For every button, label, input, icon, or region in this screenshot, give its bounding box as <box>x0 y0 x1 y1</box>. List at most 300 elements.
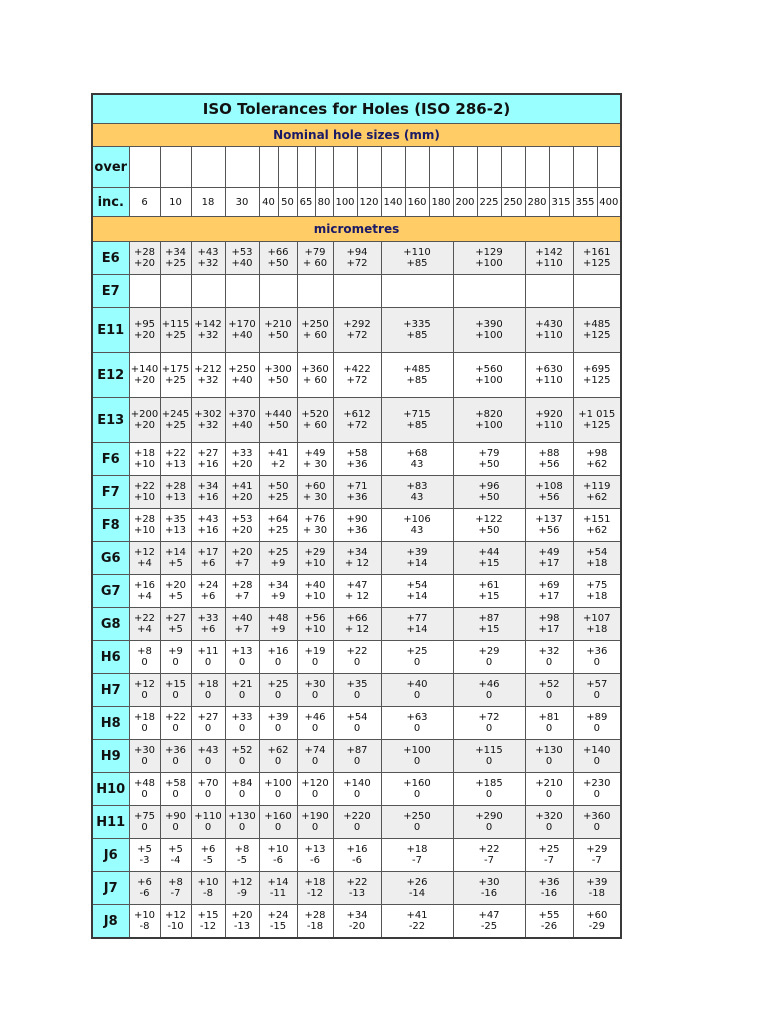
tolerance-cell <box>129 806 160 839</box>
lower-deviation: + 30 <box>302 459 328 470</box>
upper-deviation: +160 <box>264 811 292 822</box>
inc-size-cell: 50 <box>278 188 297 217</box>
tolerance-cell <box>333 353 381 398</box>
upper-deviation: +22 <box>346 877 368 888</box>
over-cell <box>429 147 453 188</box>
tolerance-cell <box>191 476 225 509</box>
tolerance-cell <box>381 353 453 398</box>
tolerance-cell <box>191 839 225 872</box>
lower-deviation: -12 <box>199 921 217 932</box>
tolerance-cell <box>453 608 525 641</box>
upper-deviation: +44 <box>478 547 500 558</box>
tolerance-cell <box>259 674 297 707</box>
upper-deviation: +98 <box>538 613 560 624</box>
upper-deviation: +190 <box>301 811 329 822</box>
upper-deviation: +25 <box>538 844 560 855</box>
lower-deviation: 0 <box>485 789 493 800</box>
lower-deviation: 0 <box>413 756 421 767</box>
upper-deviation: +35 <box>164 514 187 525</box>
upper-deviation: +100 <box>403 745 431 756</box>
upper-deviation: +175 <box>161 364 190 375</box>
over-cell <box>160 147 191 188</box>
upper-deviation: +29 <box>478 646 500 657</box>
lower-deviation: 0 <box>274 657 282 668</box>
upper-deviation: +75 <box>586 580 608 591</box>
tolerance-cell <box>381 707 453 740</box>
tolerance-cell <box>259 773 297 806</box>
upper-deviation: +43 <box>197 514 219 525</box>
upper-deviation: +302 <box>194 409 222 420</box>
tolerance-cell <box>160 509 191 542</box>
lower-deviation: 0 <box>172 723 179 734</box>
tolerance-cell <box>573 608 621 641</box>
upper-deviation: +22 <box>133 481 156 492</box>
tolerance-cell <box>259 353 297 398</box>
tolerance-row <box>92 398 621 443</box>
tolerance-cell <box>297 773 333 806</box>
tolerance-row <box>92 806 621 839</box>
lower-deviation: + 12 <box>344 591 370 602</box>
lower-deviation: +56 <box>538 492 560 503</box>
lower-deviation: +4 <box>137 558 152 569</box>
tolerance-cell <box>333 242 381 275</box>
tolerance-cell <box>525 476 573 509</box>
tolerance-cell <box>297 608 333 641</box>
lower-deviation: +20 <box>231 525 253 536</box>
lower-deviation: 0 <box>172 690 179 701</box>
upper-deviation: +54 <box>346 712 368 723</box>
lower-deviation: +14 <box>406 558 428 569</box>
upper-deviation: +151 <box>583 514 611 525</box>
tolerance-cell <box>573 353 621 398</box>
upper-deviation: +62 <box>267 745 289 756</box>
upper-deviation: +9 <box>168 646 183 657</box>
tolerance-cell <box>191 773 225 806</box>
lower-deviation: 0 <box>311 756 319 767</box>
tolerance-cell <box>225 641 259 674</box>
upper-deviation: +18 <box>133 448 156 459</box>
upper-deviation: +79 <box>478 448 500 459</box>
lower-deviation: 43 <box>410 525 424 536</box>
lower-deviation: -15 <box>269 921 287 932</box>
lower-deviation: +125 <box>583 375 611 386</box>
tolerance-cell <box>525 242 573 275</box>
tolerance-cell <box>297 641 333 674</box>
upper-deviation: +17 <box>197 547 219 558</box>
tolerance-row <box>92 773 621 806</box>
lower-deviation: 0 <box>353 723 361 734</box>
upper-deviation: +49 <box>304 448 326 459</box>
inc-size-cell: 400 <box>597 188 621 217</box>
grade-label: H7 <box>92 674 129 707</box>
tolerance-row <box>92 674 621 707</box>
lower-deviation: +9 <box>270 591 286 602</box>
lower-deviation: +15 <box>478 624 500 635</box>
tolerance-cell <box>259 575 297 608</box>
upper-deviation: +142 <box>194 319 222 330</box>
lower-deviation: 0 <box>204 723 212 734</box>
over-cell <box>549 147 573 188</box>
upper-deviation: +90 <box>346 514 368 525</box>
lower-deviation: +5 <box>168 624 183 635</box>
tolerance-cell <box>191 398 225 443</box>
lower-deviation: 0 <box>238 756 246 767</box>
upper-deviation: +68 <box>406 448 428 459</box>
upper-deviation: +14 <box>164 547 187 558</box>
lower-deviation: 0 <box>141 789 148 800</box>
lower-deviation: +110 <box>535 330 563 341</box>
lower-deviation: +32 <box>197 375 219 386</box>
lower-deviation: -7 <box>484 855 494 866</box>
lower-deviation: 0 <box>172 657 179 668</box>
upper-deviation: +18 <box>197 679 219 690</box>
tolerance-cell <box>160 575 191 608</box>
lower-deviation: 0 <box>204 657 212 668</box>
lower-deviation: +50 <box>478 492 500 503</box>
lower-deviation: -3 <box>139 855 150 866</box>
lower-deviation: 0 <box>593 822 600 833</box>
upper-deviation: +79 <box>304 247 326 258</box>
upper-deviation: +245 <box>161 409 190 420</box>
upper-deviation: +71 <box>346 481 368 492</box>
tolerance-cell <box>225 275 259 308</box>
grade-label: J7 <box>92 872 129 905</box>
lower-deviation: -9 <box>237 888 247 899</box>
tolerance-cell <box>381 608 453 641</box>
tolerance-cell <box>191 308 225 353</box>
tolerance-cell <box>453 773 525 806</box>
upper-deviation: +27 <box>164 613 187 624</box>
upper-deviation: +89 <box>586 712 608 723</box>
lower-deviation: +110 <box>535 375 563 386</box>
lower-deviation: 0 <box>353 756 361 767</box>
upper-deviation: +34 <box>197 481 219 492</box>
lower-deviation: +110 <box>535 420 563 431</box>
tolerance-cell <box>525 542 573 575</box>
upper-deviation: +34 <box>267 580 289 591</box>
tolerance-cell <box>160 773 191 806</box>
over-cell <box>501 147 525 188</box>
upper-deviation: +63 <box>406 712 428 723</box>
upper-deviation: +13 <box>231 646 253 657</box>
upper-deviation: +69 <box>538 580 560 591</box>
lower-deviation: +5 <box>168 591 183 602</box>
tolerance-cell <box>259 872 297 905</box>
tolerance-cell <box>225 509 259 542</box>
lower-deviation: +17 <box>538 558 560 569</box>
lower-deviation: -7 <box>170 888 181 899</box>
tolerance-cell <box>297 275 333 308</box>
lower-deviation: +7 <box>234 624 250 635</box>
upper-deviation: +39 <box>586 877 608 888</box>
upper-deviation: +21 <box>231 679 253 690</box>
inc-size-cell: 355 <box>573 188 597 217</box>
grade-label: H11 <box>92 806 129 839</box>
lower-deviation: +100 <box>475 330 503 341</box>
upper-deviation: +24 <box>267 910 289 921</box>
upper-deviation: +220 <box>343 811 371 822</box>
tolerance-cell <box>381 542 453 575</box>
tolerance-cell <box>381 308 453 353</box>
tolerance-cell <box>129 353 160 398</box>
over-cell <box>297 147 315 188</box>
tolerance-cell <box>259 641 297 674</box>
upper-deviation: +87 <box>478 613 500 624</box>
tolerance-cell <box>453 872 525 905</box>
lower-deviation: -12 <box>306 888 324 899</box>
tolerance-cell <box>259 608 297 641</box>
tolerance-cell <box>191 674 225 707</box>
lower-deviation: -8 <box>139 921 150 932</box>
lower-deviation: +18 <box>586 591 608 602</box>
lower-deviation: +17 <box>538 624 560 635</box>
lower-deviation: 0 <box>593 723 600 734</box>
upper-deviation: +200 <box>130 409 159 420</box>
upper-deviation: +22 <box>478 844 500 855</box>
lower-deviation: +14 <box>406 591 428 602</box>
tolerance-cell <box>191 443 225 476</box>
upper-deviation: +30 <box>133 745 156 756</box>
upper-deviation: +360 <box>301 364 329 375</box>
tolerance-cell <box>573 674 621 707</box>
upper-deviation: +370 <box>228 409 256 420</box>
lower-deviation: 0 <box>204 690 212 701</box>
tolerance-cell <box>160 476 191 509</box>
lower-deviation: 0 <box>274 822 282 833</box>
upper-deviation: +12 <box>231 877 253 888</box>
tolerance-cell <box>129 308 160 353</box>
tolerance-cell <box>191 542 225 575</box>
upper-deviation: +34 <box>346 910 368 921</box>
upper-deviation: +430 <box>535 319 563 330</box>
tolerance-row <box>92 275 621 308</box>
upper-deviation: +58 <box>346 448 368 459</box>
upper-deviation: +6 <box>137 877 152 888</box>
tolerance-row <box>92 242 621 275</box>
grade-label: E12 <box>92 353 129 398</box>
tolerance-cell <box>297 476 333 509</box>
upper-deviation: +185 <box>475 778 503 789</box>
tolerance-row <box>92 575 621 608</box>
upper-deviation: +695 <box>583 364 611 375</box>
grade-label: G8 <box>92 608 129 641</box>
lower-deviation: 0 <box>141 723 148 734</box>
tolerance-cell <box>453 575 525 608</box>
tolerance-cell <box>259 398 297 443</box>
tolerance-row <box>92 308 621 353</box>
tolerance-cell <box>259 443 297 476</box>
tolerance-cell <box>381 275 453 308</box>
tolerance-cell <box>525 443 573 476</box>
lower-deviation: +36 <box>346 459 368 470</box>
grade-label: H10 <box>92 773 129 806</box>
inc-row <box>92 188 621 217</box>
tolerance-cell <box>129 674 160 707</box>
lower-deviation: 0 <box>274 756 282 767</box>
tolerance-cell <box>453 674 525 707</box>
upper-deviation: +36 <box>586 646 608 657</box>
tolerance-cell <box>333 542 381 575</box>
upper-deviation: +27 <box>197 448 219 459</box>
tolerance-cell <box>225 476 259 509</box>
upper-deviation: +84 <box>231 778 253 789</box>
upper-deviation: +20 <box>231 547 253 558</box>
upper-deviation: +81 <box>538 712 560 723</box>
over-cell <box>333 147 357 188</box>
tolerance-cell <box>160 443 191 476</box>
lower-deviation: 0 <box>413 723 421 734</box>
tolerance-cell <box>333 575 381 608</box>
over-cell <box>573 147 597 188</box>
upper-deviation: +47 <box>346 580 368 591</box>
tolerance-row <box>92 542 621 575</box>
lower-deviation: +16 <box>197 492 219 503</box>
tolerance-row <box>92 872 621 905</box>
lower-deviation: +10 <box>304 591 326 602</box>
lower-deviation: 0 <box>485 756 493 767</box>
tolerance-cell <box>381 476 453 509</box>
upper-deviation: +630 <box>535 364 563 375</box>
over-cell <box>597 147 621 188</box>
tolerance-cell <box>191 509 225 542</box>
tolerance-cell <box>225 773 259 806</box>
upper-deviation: +140 <box>583 745 611 756</box>
upper-deviation: +19 <box>304 646 326 657</box>
upper-deviation: +210 <box>535 778 563 789</box>
upper-deviation: +18 <box>406 844 428 855</box>
tolerance-cell <box>453 806 525 839</box>
lower-deviation: +72 <box>346 258 368 269</box>
tolerance-cell <box>573 641 621 674</box>
lower-deviation: 0 <box>593 657 600 668</box>
tolerance-cell <box>129 575 160 608</box>
tolerance-cell <box>160 608 191 641</box>
tolerance-cell <box>129 398 160 443</box>
tolerance-row <box>92 608 621 641</box>
tolerance-cell <box>259 905 297 939</box>
tolerance-row <box>92 740 621 773</box>
tolerance-cell <box>453 308 525 353</box>
upper-deviation: +12 <box>133 547 156 558</box>
upper-deviation: +300 <box>264 364 292 375</box>
tolerance-cell <box>297 542 333 575</box>
lower-deviation: -6 <box>310 855 320 866</box>
tolerance-cell <box>573 872 621 905</box>
lower-deviation: 0 <box>311 789 319 800</box>
tolerance-cell <box>225 806 259 839</box>
inc-size-cell: 200 <box>453 188 477 217</box>
lower-deviation: +13 <box>164 459 187 470</box>
lower-deviation: -22 <box>408 921 426 932</box>
lower-deviation: +100 <box>475 258 503 269</box>
tolerance-cell <box>225 740 259 773</box>
lower-deviation: +40 <box>231 330 253 341</box>
tolerance-cell <box>333 905 381 939</box>
upper-deviation: +61 <box>478 580 500 591</box>
tolerance-cell <box>573 575 621 608</box>
lower-deviation: +40 <box>231 258 253 269</box>
tolerance-cell <box>225 707 259 740</box>
upper-deviation: +25 <box>406 646 428 657</box>
tolerance-row <box>92 353 621 398</box>
lower-deviation: -11 <box>269 888 287 899</box>
upper-deviation: +35 <box>346 679 368 690</box>
tolerance-cell <box>191 575 225 608</box>
tolerance-cell <box>381 443 453 476</box>
lower-deviation: -13 <box>233 921 251 932</box>
inc-size-cell: 250 <box>501 188 525 217</box>
upper-deviation: +230 <box>583 778 611 789</box>
tolerance-cell <box>191 806 225 839</box>
tolerance-cell <box>191 707 225 740</box>
tolerance-cell <box>297 443 333 476</box>
lower-deviation: +6 <box>200 558 216 569</box>
lower-deviation: + 60 <box>302 258 328 269</box>
lower-deviation: +13 <box>164 525 187 536</box>
tolerance-cell <box>129 608 160 641</box>
upper-deviation: +485 <box>403 364 431 375</box>
upper-deviation: +161 <box>583 247 611 258</box>
tolerance-cell <box>191 641 225 674</box>
tolerance-row <box>92 476 621 509</box>
upper-deviation: +115 <box>475 745 503 756</box>
upper-deviation: +52 <box>231 745 253 756</box>
tolerance-cell <box>225 443 259 476</box>
upper-deviation: +16 <box>346 844 368 855</box>
lower-deviation: +15 <box>478 591 500 602</box>
tolerance-row <box>92 509 621 542</box>
upper-deviation: +41 <box>231 481 253 492</box>
over-row <box>92 147 621 188</box>
nominal-sizes-header: Nominal hole sizes (mm) <box>92 124 621 147</box>
over-cell <box>357 147 381 188</box>
lower-deviation: +25 <box>267 492 289 503</box>
tolerance-cell <box>259 476 297 509</box>
lower-deviation: 0 <box>172 789 179 800</box>
tolerance-cell <box>129 509 160 542</box>
lower-deviation: 0 <box>353 789 361 800</box>
tolerance-cell <box>129 872 160 905</box>
lower-deviation: 0 <box>545 690 553 701</box>
tolerance-cell <box>453 398 525 443</box>
lower-deviation: 0 <box>593 789 600 800</box>
lower-deviation: +85 <box>406 330 428 341</box>
upper-deviation: +64 <box>267 514 289 525</box>
over-cell <box>381 147 405 188</box>
inc-size-cell: 100 <box>333 188 357 217</box>
over-cell <box>405 147 429 188</box>
tolerance-cell <box>573 740 621 773</box>
tolerance-cell <box>453 242 525 275</box>
lower-deviation: -6 <box>352 855 362 866</box>
tolerance-cell <box>297 872 333 905</box>
lower-deviation: +20 <box>133 375 156 386</box>
upper-deviation: +58 <box>164 778 187 789</box>
upper-deviation: +360 <box>583 811 611 822</box>
tolerance-cell <box>573 542 621 575</box>
grade-label: G7 <box>92 575 129 608</box>
tolerance-cell <box>381 806 453 839</box>
upper-deviation: +160 <box>403 778 431 789</box>
upper-deviation: +52 <box>538 679 560 690</box>
lower-deviation: 0 <box>353 657 361 668</box>
inc-size-cell: 140 <box>381 188 405 217</box>
lower-deviation: 0 <box>413 822 421 833</box>
lower-deviation: +10 <box>133 492 156 503</box>
tolerance-cell <box>225 905 259 939</box>
upper-deviation: +46 <box>304 712 326 723</box>
tolerance-cell <box>381 740 453 773</box>
